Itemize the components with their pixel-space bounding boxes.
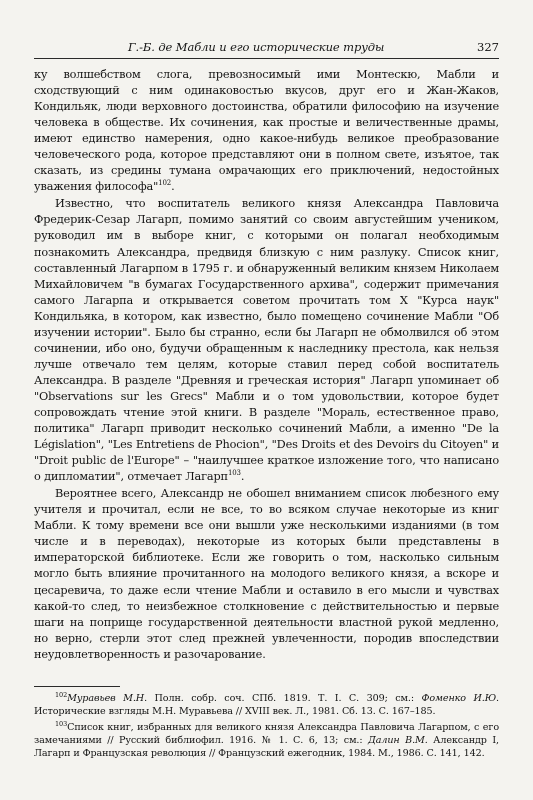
footnote-ref-103: 103 [227,469,241,478]
page-number: 327 [477,40,499,54]
footnote-author: Фоменко И.Ю. [421,692,499,704]
footnote-text: Александр I, Лагарп и Французская революция // Французский ежегодник, 1984. М., 1986. С. 141, 142. [34,734,499,760]
footnote-author: Муравьев М.Н. [67,692,148,704]
paragraph-3 [34,486,499,663]
footnote-text: Полн. собр. соч. СПб. 1819. Т. I. С. 309; см.: [147,692,422,704]
paragraph-2-tail: . [240,470,245,484]
paragraph-2-text: Известно, что воспитатель великого князя Александра Павловича Фредерик-Сезар Лагарп, помимо занятий со своим августейшим учеником, руководил им в выборе книг, с которыми он полагал необходимым познакомить Александра, предвидя близкую с ним разлуку. Список книг, составленный Лагарпом в 1795 г. и обнаруженный великим князем Николаем Михайловичем "в бумагах Государственного архива", содержит примечания самого Лагарпа и открывается советом прочитать том X "Курса наук" Кондильяка, в котором, как известно, было помещено сочинение Мабли "Об изучении истории". Было бы странно, если бы Лагарп не обмолвился об этом сочинении, ибо оно, будучи обращенным к наследнику престола, как нельзя лучше отвечало тем целям, которые ставил перед собой воспитатель Александра. В разделе "Древняя и греческая история" Лагарп упоминает об "Observations sur les Grecs" Мабли и о том удовольствии, которое будет сопровождать чтение этой книги. В разделе "Мораль, естественное право, политика" Лагарп приводит несколько сочинений Мабли, а именно "De la Législation", "Les Entretiens de Phocion", "Des Droits et des Devoirs du Citoyen" и "Droit public de l'Europe" – "наилучшее краткое изложение того, что написано о дипломатии", отмечает Лагарп [34,197,499,484]
paragraph-1-tail: . [171,180,175,194]
book-page [34,38,499,761]
footnote-author: Далин В.М. [368,734,428,746]
footnote-103 [34,721,499,761]
footnote-102 [34,692,499,719]
footnote-divider [34,686,120,687]
footnote-mark: 103 [55,719,68,728]
footnotes [34,692,499,761]
body-text [34,67,499,663]
footnote-ref-102: 102 [158,179,172,188]
paragraph-3-text: Вероятнее всего, Александр не обошел вниманием список любезного ему учителя и прочитал, если не все, то во всяком случае некоторые из книг Мабли. К тому времени все они вышли уже несколькими изданиями (в том числе и в переводах), некоторые из которых были представлены в императорской библиотеке. Если же говорить о том, насколько сильным могло быть влияние прочитанного на молодого великого князя, а вскоре и цесаревича, то даже если чтение Мабли и оставило в его мысли и чувствах какой-то след, то неизбежное столкновение с действительностью и первые шаги на поприще государственной деятельности властной рукой медленно, но верно, стерли этот след прежней увлеченности, породив впоследствии неудовлетворенность и разочарование. [34,487,499,661]
paragraph-1-text: ку волшебством слога, превозносимый ими Монтескю, Мабли и сходствующий с ним одинаковостью вкусов, друг его и Жан-Жаков, Кондильяк, люди верховного достоинства, обратили философию на изучение человека в обществе. Их сочинения, как простые и величественные драмы, имеют единство намерения, одно какое-нибудь великое преобразование человеческого рода, которое представляют они в полном свете, изъятое, так сказать, из средины тумана омрачающих его приключений, недостойных уважения философа" [34,68,499,194]
paragraph-1 [34,67,499,195]
running-title: Г.-Б. де Мабли и его исторические труды [128,40,385,54]
paragraph-2 [34,196,499,485]
running-head [34,38,499,59]
footnote-text: Исторические взгляды М.Н. Муравьева // XVIII век. Л., 1981. Сб. 13. С. 167–185. [34,706,436,718]
footnote-text: Список книг, избранных для великого князя Александра Павловича Лагарпом, с его замечаниями // Русский библиофил. 1916. № 1. С. 6, 13; см.: [34,721,499,746]
footnote-mark: 102 [55,690,68,699]
